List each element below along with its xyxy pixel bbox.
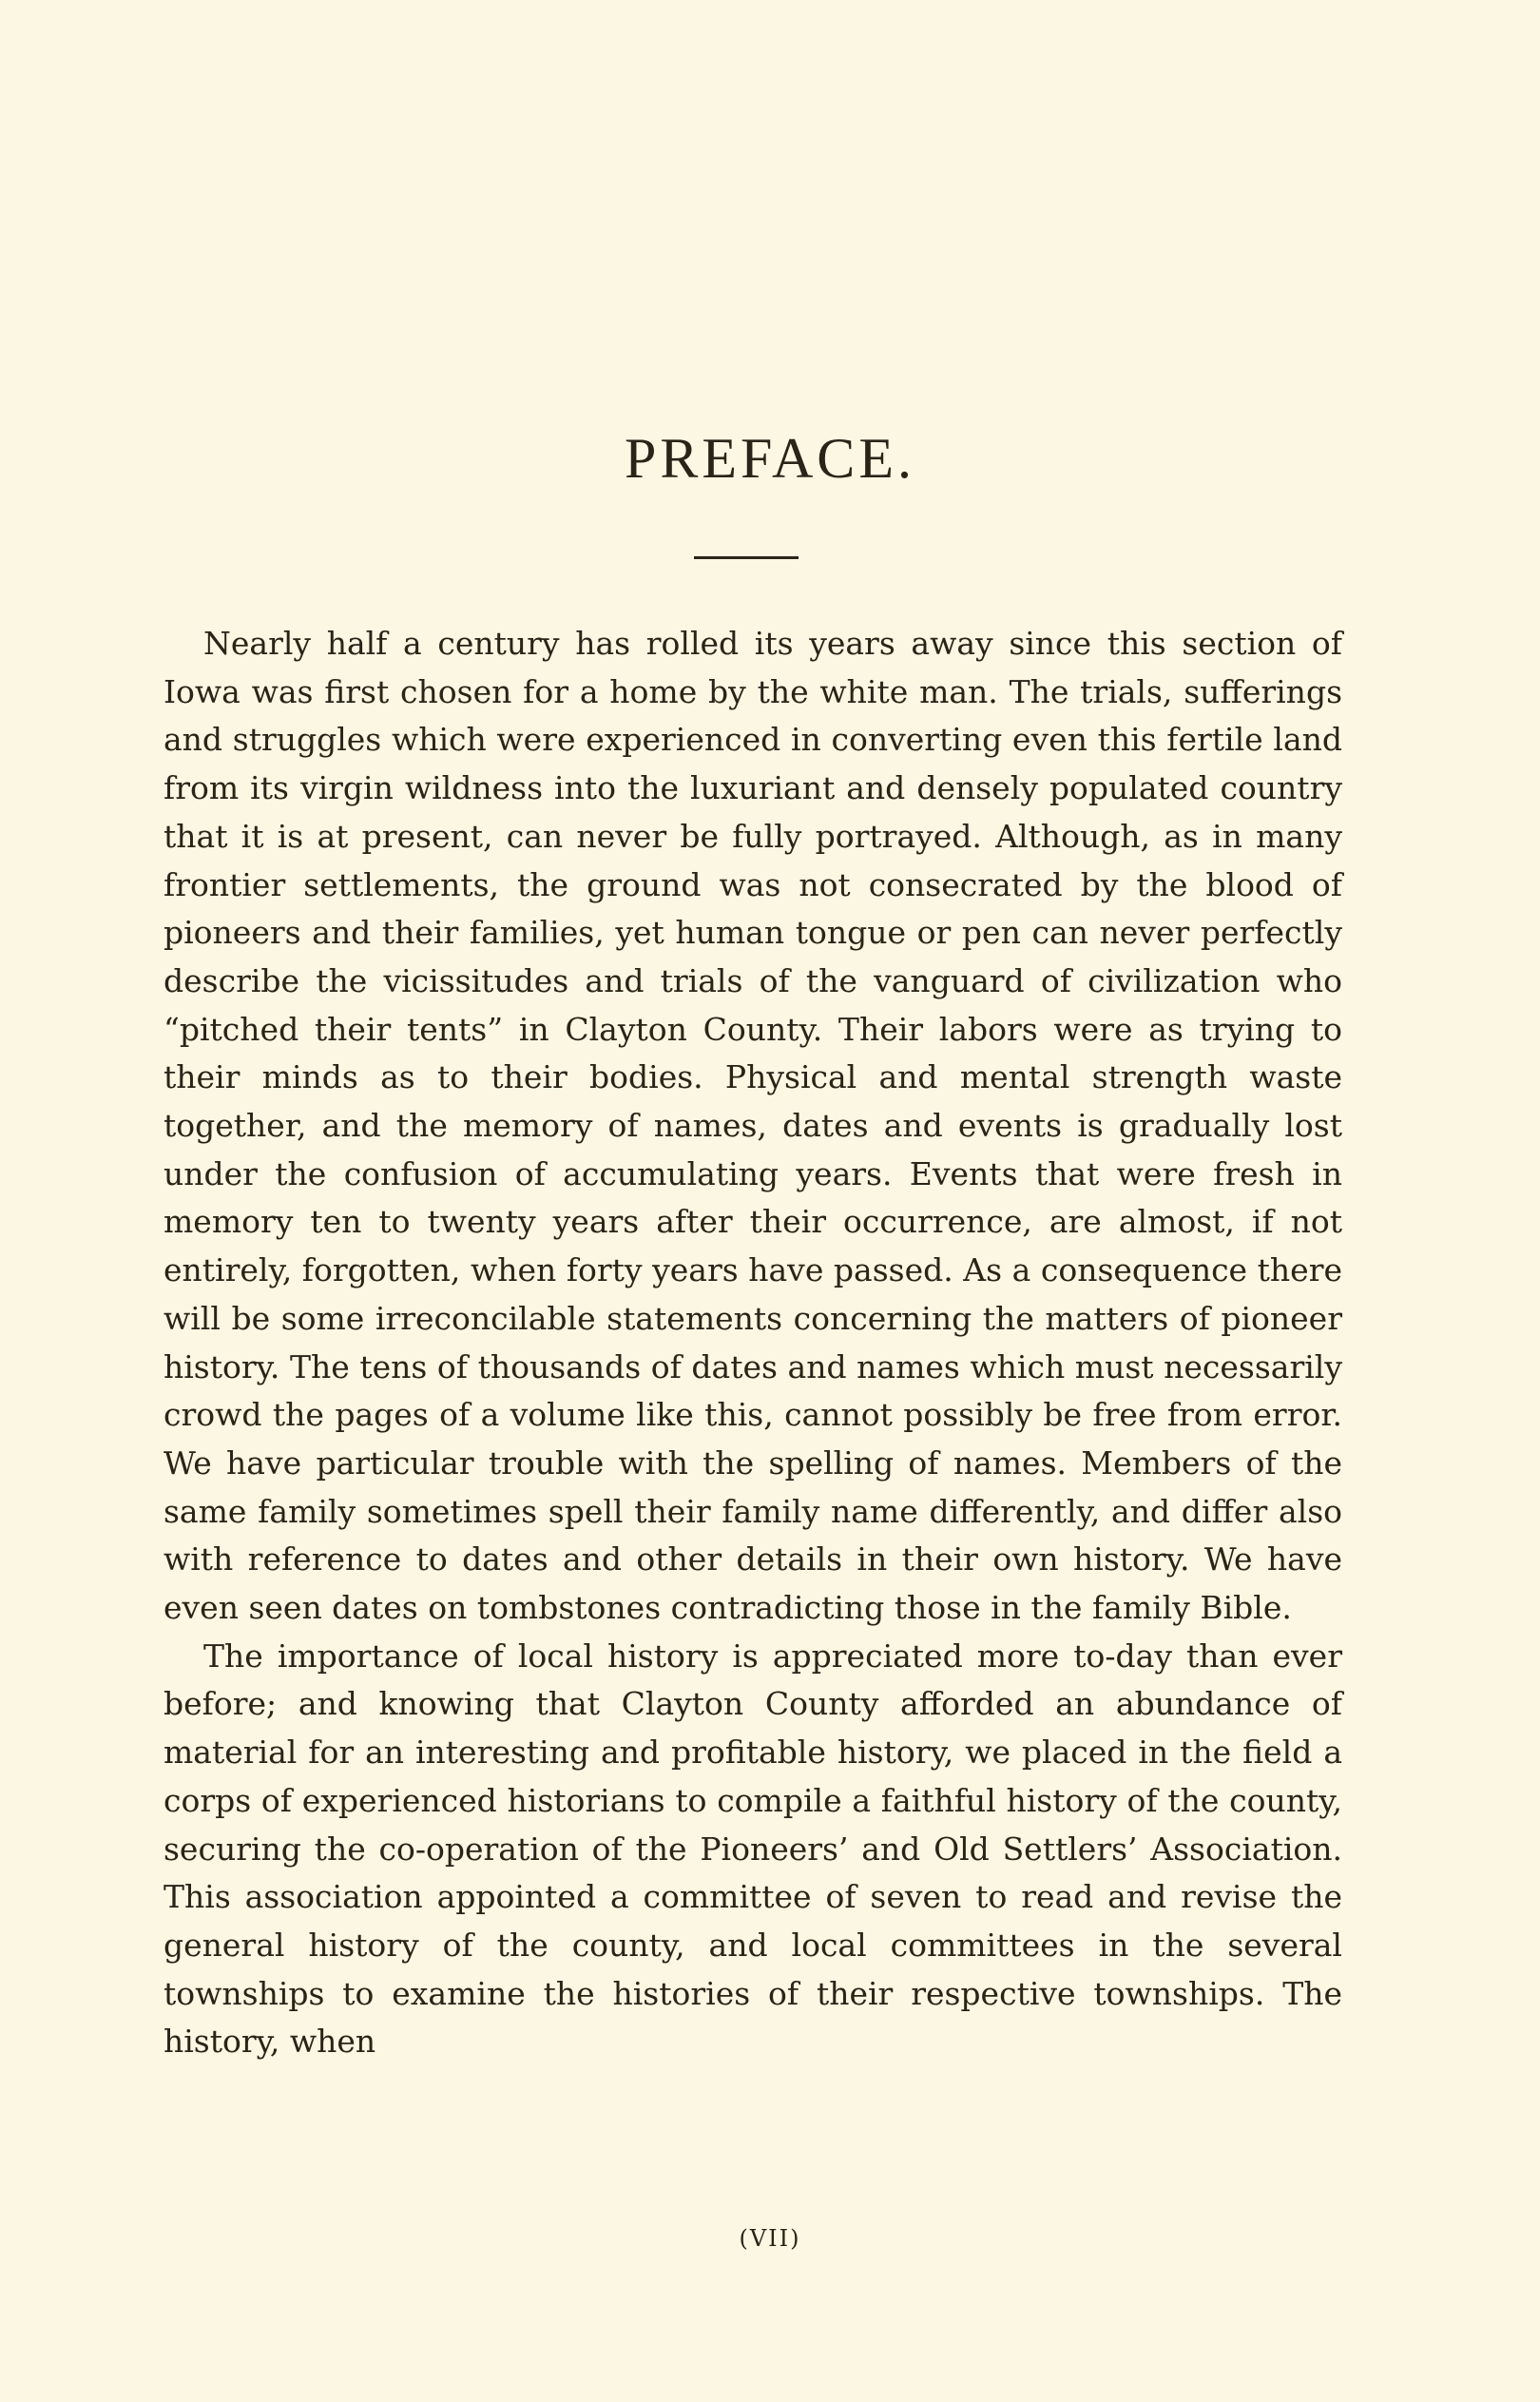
page-title: PREFACE. — [625, 427, 915, 490]
preface-body — [164, 620, 1342, 2066]
page-number: (VII) — [739, 2225, 801, 2252]
paragraph-1: Nearly half a century has rolled its years away since this section of Iowa was first chosen for a home by the white man. The trials, sufferings and struggles which were experienced in converting even this fertile land from its virgin wildness into the luxuriant and densely populated country that it is at present, can never be fully portrayed. Although, as in many frontier settlements, the ground was not consecrated by the blood of pioneers and their families, yet human tongue or pen can never perfectly describe the vicissitudes and trials of the vanguard of civilization who “pitched their tents” in Clayton County. Their labors were as trying to their minds as to their bodies. Physical and mental strength waste together, and the memory of names, dates and events is gradually lost under the confusion of accumulating years. Events that were fresh in memory ten to twenty years after their occurrence, are almost, if not entirely, forgotten, when forty years have passed. As a consequence there will be some irreconcilable statements concerning the matters of pioneer history. The tens of thousands of dates and names which must necessarily crowd the pages of a volume like this, cannot possibly be free from error. We have particular trouble with the spelling of names. Members of the same family sometimes spell their family name differently, and differ also with reference to dates and other details in their own history. We have even seen dates on tombstones contradicting those in the family Bible. — [164, 625, 1342, 1627]
title-divider — [694, 556, 799, 559]
paragraph-2: The importance of local history is appreciated more to-day than ever before; and knowing that Clayton County afforded an abundance of material for an interesting and profitable history, we placed in the field a corps of experienced historians to compile a faithful history of the county, securing the co-operation of the Pioneers’ and Old Settlers’ Association. This association appointed a committee of seven to read and revise the general history of the county, and local committees in the several townships to examine the histories of their respective townships. The history, when — [164, 1637, 1342, 2061]
